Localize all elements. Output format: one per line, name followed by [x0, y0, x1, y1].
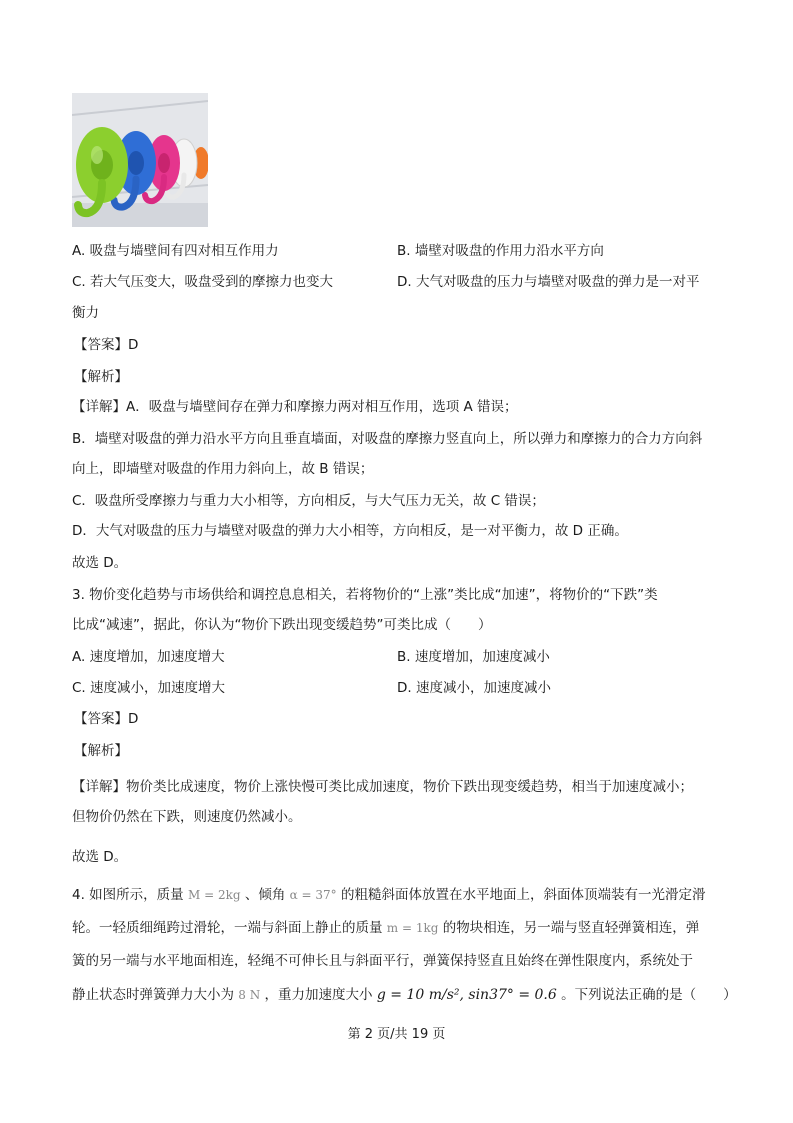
q2-conclusion: 故选 D。 [72, 555, 128, 571]
q4-stem-line-3: 簧的另一端与水平地面相连，轻绳不可伸长且与斜面平行，弹簧保持竖直且始终在弹性限度内，系统处于 [72, 953, 693, 969]
q2-detail-line-3: 向上，即墙壁对吸盘的作用力斜向上，故 B 错误； [72, 461, 374, 477]
q3-option-c: C. 速度减小，加速度增大 [72, 680, 226, 696]
q2-detail-line-2: B．墙壁对吸盘的弹力沿水平方向且垂直墙面，对吸盘的摩擦力竖直向上，所以弹力和摩擦力的合力方向斜 [72, 431, 703, 447]
q4-text-2a: 轮。一轻质细绳跨过滑轮，一端与斜面上静止的质量 [72, 920, 383, 936]
q4-stem-line-1 [72, 885, 732, 905]
q3-stem-line-1: 3. 物价变化趋势与市场供给和调控息息相关，若将物价的“上涨”类比成“加速”，将物价的“下跌”类 [72, 587, 658, 603]
q4-text-1b: 、倾角 [244, 887, 286, 903]
q4-text-4c: 。下列说法正确的是（ ） [561, 987, 737, 1003]
suction-cup-illustration [72, 93, 208, 227]
q2-detail-line-4: C．吸盘所受摩擦力与重力大小相等，方向相反，与大气压力无关，故 C 错误； [72, 493, 545, 509]
q2-option-d: D. 大气对吸盘的压力与墙壁对吸盘的弹力是一对平 [397, 274, 700, 290]
q2-option-c: C. 若大气压变大，吸盘受到的摩擦力也变大 [72, 274, 334, 290]
q2-analysis-header: 【解析】 [74, 369, 128, 385]
q3-detail-line-2: 但物价仍然在下跌，则速度仍然减小。 [72, 809, 302, 825]
q3-detail-line-1: 【详解】物价类比成速度，物价上涨快慢可类比成加速度，物价下跌出现变缓趋势，相当于加速度减小； [72, 779, 693, 795]
q3-option-d: D. 速度减小，加速度减小 [397, 680, 551, 696]
q4-angle-alpha: α = 37° [289, 888, 337, 902]
q2-answer: 【答案】D [74, 337, 139, 353]
q4-text-4b: ，重力加速度大小 [264, 987, 373, 1003]
q3-conclusion: 故选 D。 [72, 849, 128, 865]
q4-stem-line-2 [72, 918, 732, 938]
q2-option-b: B. 墙壁对吸盘的作用力沿水平方向 [397, 243, 604, 259]
page-footer: 第 2 页/共 19 页 [347, 1027, 446, 1042]
q4-mass-m: m = 1kg [386, 921, 439, 935]
q3-option-a: A. 速度增加，加速度增大 [72, 649, 225, 665]
q2-detail-line-1: 【详解】A．吸盘与墙壁间存在弹力和摩擦力两对相互作用，选项 A 错误； [72, 399, 518, 415]
q2-detail-line-5: D．大气对吸盘的压力与墙壁对吸盘的弹力大小相等，方向相反，是一对平衡力，故 D 正确。 [72, 523, 628, 539]
q3-option-b: B. 速度增加，加速度减小 [397, 649, 550, 665]
q4-gravity-formula: g = 10 m/s², sin37° = 0.6 [376, 987, 557, 1003]
q4-spring-force: 8 N [238, 988, 261, 1002]
suction-cup-hooks-photo [72, 93, 208, 227]
q4-text-4a: 静止状态时弹簧弹力大小为 [72, 987, 234, 1003]
q4-text-1a: 4. 如图所示，质量 [72, 887, 184, 903]
q2-option-a: A. 吸盘与墙壁间有四对相互作用力 [72, 243, 279, 259]
q4-mass-M: M = 2kg [187, 888, 241, 902]
q4-text-1c: 的粗糙斜面体放置在水平地面上，斜面体顶端装有一光滑定滑 [340, 887, 706, 903]
q4-text-2b: 的物块相连，另一端与竖直轻弹簧相连，弹 [442, 920, 700, 936]
q2-option-d-continued: 衡力 [72, 305, 99, 321]
q3-answer: 【答案】D [74, 711, 139, 727]
q3-stem-line-2: 比成“减速”，据此，你认为“物价下跌出现变缓趋势”可类比成（ ） [72, 617, 492, 633]
q4-stem-line-4 [72, 985, 737, 1005]
q3-analysis-header: 【解析】 [74, 743, 128, 759]
